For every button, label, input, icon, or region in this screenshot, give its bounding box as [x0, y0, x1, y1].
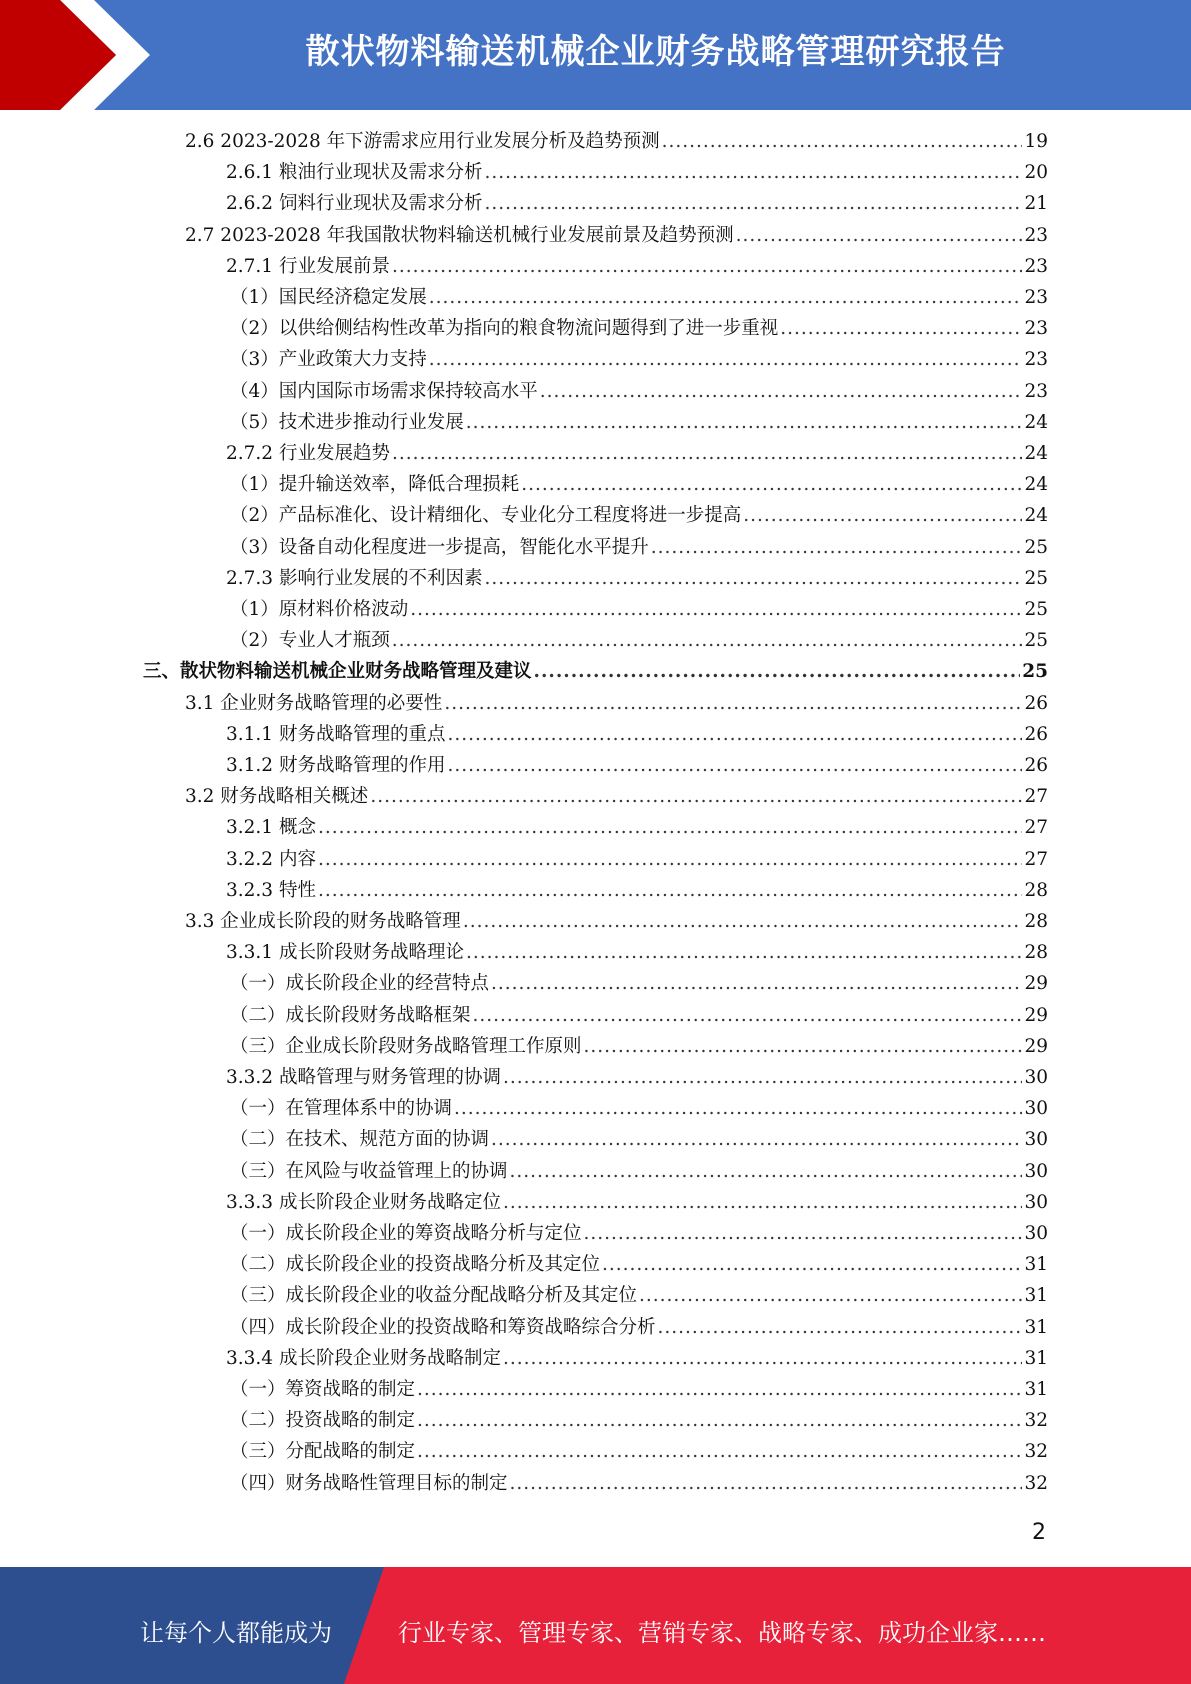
toc-entry[interactable] [230, 1032, 1048, 1063]
toc-entry-label: 2.7.3 影响行业发展的不利因素 [226, 567, 483, 589]
toc-leader-dots [447, 755, 1022, 776]
toc-entry[interactable] [230, 314, 1048, 345]
toc-leader-dots [651, 537, 1023, 558]
toc-leader-dots [662, 131, 1023, 152]
toc-entry-page: 28 [1024, 942, 1048, 964]
toc-entry[interactable] [230, 1281, 1048, 1312]
toc-leader-dots [318, 849, 1023, 870]
toc-entry[interactable] [143, 657, 1048, 688]
toc-entry-page: 25 [1024, 536, 1048, 558]
toc-entry[interactable] [230, 1437, 1048, 1468]
toc-entry-label: 3.2.1 概念 [226, 817, 316, 839]
toc-entry[interactable] [185, 221, 1048, 252]
toc-leader-dots [510, 1473, 1023, 1494]
toc-entry-label: （1）国民经济稳定发展 [230, 287, 427, 308]
toc-entry[interactable] [230, 1157, 1048, 1188]
toc-entry-label: （1）提升输送效率，降低合理损耗 [230, 474, 520, 496]
toc-entry-page: 30 [1024, 1098, 1048, 1120]
toc-leader-dots [392, 443, 1022, 464]
toc-leader-dots [534, 661, 1021, 682]
toc-entry[interactable] [226, 845, 1048, 876]
toc-entry-page: 31 [1024, 1254, 1048, 1276]
toc-leader-dots [417, 1410, 1022, 1431]
toc-entry[interactable] [185, 689, 1048, 720]
toc-entry-label: （一）成长阶段企业的经营特点 [230, 973, 490, 995]
toc-leader-dots [584, 1036, 1023, 1057]
toc-entry[interactable] [226, 439, 1048, 470]
toc-entry[interactable] [226, 1063, 1048, 1094]
toc-entry-page: 29 [1024, 973, 1048, 995]
toc-entry-label: 2.7 2023-2028 年我国散状物料输送机械行业发展前景及趋势预测 [185, 224, 734, 246]
toc-entry-page: 31 [1024, 1316, 1048, 1338]
toc-entry[interactable] [230, 1469, 1048, 1500]
toc-entry-label: （2）以供给侧结构性改革为指向的粮食物流问题得到了进一步重视 [230, 318, 779, 340]
toc-entry-label: （三）在风险与收益管理上的协调 [230, 1160, 508, 1182]
toc-leader-dots [484, 193, 1022, 214]
toc-entry-page: 24 [1024, 443, 1048, 464]
toc-entry-page: 21 [1024, 193, 1048, 215]
toc-entry-page: 32 [1024, 1441, 1048, 1463]
toc-entry-label: （2）产品标准化、设计精细化、专业化分工程度将进一步提高 [230, 505, 742, 527]
toc-entry[interactable] [230, 969, 1048, 1000]
toc-entry-label: （5）技术进步推动行业发展 [230, 411, 464, 433]
toc-entry-page: 25 [1024, 599, 1048, 620]
toc-entry-label: （2）专业人才瓶颈 [230, 630, 390, 652]
toc-entry-label: （三）企业成长阶段财务战略管理工作原则 [230, 1035, 582, 1057]
toc-entry[interactable] [226, 252, 1048, 283]
toc-entry-label: 3.3.2 战略管理与财务管理的协调 [226, 1067, 501, 1088]
toc-entry-label: 3.1 企业财务战略管理的必要性 [185, 692, 443, 714]
toc-entry-page: 23 [1024, 318, 1048, 340]
toc-entry[interactable] [185, 782, 1048, 813]
toc-entry[interactable] [230, 1001, 1048, 1032]
toc-entry-label: （二）投资战略的制定 [230, 1410, 416, 1432]
toc-entry[interactable] [185, 127, 1048, 158]
toc-entry-page: 26 [1024, 755, 1048, 776]
toc-entry-label: 3.2.3 特性 [226, 879, 316, 901]
toc-leader-dots [463, 911, 1023, 932]
toc-entry-page: 29 [1024, 1035, 1048, 1057]
toc-leader-dots [484, 162, 1022, 183]
toc-entry-page: 23 [1024, 224, 1048, 246]
toc-entry[interactable] [230, 501, 1048, 532]
toc-entry-page: 32 [1024, 1410, 1048, 1432]
toc-entry[interactable] [230, 408, 1048, 439]
toc-entry-label: 3.3.4 成长阶段企业财务战略制定 [226, 1347, 501, 1369]
toc-entry-label: 2.7.2 行业发展趋势 [226, 443, 390, 464]
toc-entry-page: 30 [1024, 1191, 1048, 1213]
toc-entry-page: 31 [1024, 1347, 1048, 1369]
toc-leader-dots [484, 568, 1022, 589]
toc-entry-page: 24 [1024, 505, 1048, 527]
toc-leader-dots [429, 349, 1023, 370]
toc-leader-dots [503, 1348, 1022, 1369]
toc-entry[interactable] [230, 1313, 1048, 1344]
toc-entry[interactable] [230, 377, 1048, 408]
toc-entry[interactable] [230, 1406, 1048, 1437]
toc-entry-label: 3.2.2 内容 [226, 848, 316, 870]
toc-leader-dots [503, 1192, 1022, 1213]
toc-entry-label: （四）成长阶段企业的投资战略和筹资战略综合分析 [230, 1316, 656, 1338]
toc-leader-dots [639, 1285, 1022, 1306]
toc-entry-label: 3.2 财务战略相关概述 [185, 786, 369, 808]
toc-entry[interactable] [230, 533, 1048, 564]
toc-entry-page: 25 [1024, 567, 1048, 589]
toc-entry[interactable] [226, 813, 1048, 844]
toc-entry-page: 25 [1024, 630, 1048, 652]
toc-entry-label: 2.6.2 饲料行业现状及需求分析 [226, 193, 483, 215]
header-banner [0, 0, 1191, 110]
toc-leader-dots [780, 318, 1022, 339]
toc-entry[interactable] [230, 345, 1048, 376]
toc-leader-dots [743, 505, 1022, 526]
toc-entry-label: 2.6.1 粮油行业现状及需求分析 [226, 162, 483, 184]
toc-leader-dots [370, 786, 1022, 807]
toc-entry[interactable] [226, 564, 1048, 595]
toc-entry-page: 27 [1024, 786, 1048, 808]
toc-leader-dots [429, 287, 1023, 308]
toc-entry-page: 31 [1024, 1285, 1048, 1307]
toc-entry-page: 24 [1024, 474, 1048, 496]
footer-banner [0, 1567, 1191, 1684]
toc-entry-label: 三、散状物料输送机械企业财务战略管理及建议 [143, 661, 532, 683]
toc-entry[interactable] [230, 626, 1048, 657]
toc-entry[interactable] [226, 720, 1048, 751]
toc-entry-label: 3.3.3 成长阶段企业财务战略定位 [226, 1191, 501, 1213]
toc-entry[interactable] [226, 751, 1048, 782]
toc-entry-page: 27 [1024, 817, 1048, 839]
toc-leader-dots [473, 1005, 1023, 1026]
toc-entry[interactable] [230, 1250, 1048, 1281]
toc-entry[interactable] [226, 876, 1048, 907]
toc-entry[interactable] [230, 1125, 1048, 1156]
footer-slogan-left: 让每个人都能成为 [140, 1619, 332, 1647]
toc-entry-page: 30 [1024, 1223, 1048, 1244]
toc-entry-page: 19 [1024, 131, 1048, 152]
report-title: 散状物料输送机械企业财务战略管理研究报告 [305, 32, 1006, 72]
toc-entry-label: （三）成长阶段企业的收益分配战略分析及其定位 [230, 1285, 638, 1307]
toc-leader-dots [318, 817, 1023, 838]
toc-entry-label: （3）设备自动化程度进一步提高，智能化水平提升 [230, 536, 649, 558]
toc-entry[interactable] [230, 595, 1048, 626]
toc-entry[interactable] [226, 938, 1048, 969]
toc-entry-page: 30 [1024, 1129, 1048, 1151]
toc-leader-dots [602, 1254, 1022, 1275]
toc-leader-dots [417, 1379, 1022, 1400]
toc-entry[interactable] [226, 158, 1048, 189]
toc-entry-page: 20 [1024, 162, 1048, 184]
toc-entry-label: （三）分配战略的制定 [230, 1441, 416, 1463]
toc-entry-label: （二）在技术、规范方面的协调 [230, 1129, 490, 1151]
toc-entry-page: 23 [1024, 255, 1048, 277]
toc-entry-label: （3）产业政策大力支持 [230, 349, 427, 371]
toc-entry-page: 23 [1024, 380, 1048, 402]
toc-entry-page: 23 [1024, 287, 1048, 308]
toc-entry-label: （二）成长阶段企业的投资战略分析及其定位 [230, 1254, 601, 1276]
footer-slogan-right: 行业专家、管理专家、营销专家、战略专家、成功企业家…… [398, 1619, 1046, 1647]
toc-entry-page: 23 [1024, 349, 1048, 371]
toc-entry-page: 32 [1024, 1472, 1048, 1494]
toc-leader-dots [658, 1317, 1023, 1338]
toc-entry-label: （1）原材料价格波动 [230, 599, 409, 620]
page-number: 2 [1032, 1520, 1046, 1545]
toc-entry-label: （一）在管理体系中的协调 [230, 1098, 453, 1120]
toc-leader-dots [510, 1161, 1023, 1182]
toc-entry-page: 30 [1024, 1067, 1048, 1088]
toc-entry-page: 31 [1024, 1379, 1048, 1400]
toc-entry[interactable] [226, 1188, 1048, 1219]
toc-entry[interactable] [230, 1094, 1048, 1125]
toc-leader-dots [392, 256, 1022, 277]
toc-entry-label: 3.3.1 成长阶段财务战略理论 [226, 942, 464, 964]
toc-entry-page: 29 [1024, 1004, 1048, 1026]
toc-entry-label: 3.3 企业成长阶段的财务战略管理 [185, 911, 461, 932]
toc-leader-dots [584, 1223, 1023, 1244]
toc-entry-label: （四）财务战略性管理目标的制定 [230, 1472, 508, 1494]
toc-entry[interactable] [230, 470, 1048, 501]
toc-leader-dots [466, 412, 1023, 433]
toc-leader-dots [491, 973, 1022, 994]
toc-entry-page: 25 [1022, 661, 1048, 683]
toc-entry-label: （一）成长阶段企业的筹资战略分析与定位 [230, 1223, 582, 1244]
toc-entry[interactable] [230, 1375, 1048, 1406]
toc-entry-page: 26 [1024, 723, 1048, 745]
toc-entry-page: 27 [1024, 848, 1048, 870]
toc-entry-label: （4）国内国际市场需求保持较高水平 [230, 380, 538, 402]
toc-entry-label: （一）筹资战略的制定 [230, 1379, 416, 1400]
toc-leader-dots [736, 225, 1023, 246]
toc-entry-page: 28 [1024, 879, 1048, 901]
toc-entry[interactable] [226, 1344, 1048, 1375]
toc-leader-dots [392, 630, 1023, 651]
toc-entry[interactable] [230, 1219, 1048, 1250]
toc-entry-page: 26 [1024, 692, 1048, 714]
toc-entry-page: 28 [1024, 911, 1048, 932]
toc-leader-dots [410, 599, 1022, 620]
toc-entry-label: 3.1.1 财务战略管理的重点 [226, 723, 446, 745]
toc-leader-dots [540, 381, 1023, 402]
toc-entry-label: 2.6 2023-2028 年下游需求应用行业发展分析及趋势预测 [185, 131, 660, 152]
toc-leader-dots [466, 942, 1022, 963]
toc-leader-dots [447, 724, 1022, 745]
toc-leader-dots [503, 1067, 1022, 1088]
toc-entry-page: 24 [1024, 411, 1048, 433]
toc-leader-dots [417, 1441, 1022, 1462]
toc-entry[interactable] [226, 189, 1048, 220]
toc-leader-dots [454, 1098, 1022, 1119]
toc-entry-label: （二）成长阶段财务战略框架 [230, 1004, 471, 1026]
toc-entry-page: 30 [1024, 1160, 1048, 1182]
toc-entry[interactable] [185, 907, 1048, 938]
toc-entry-label: 3.1.2 财务战略管理的作用 [226, 755, 446, 776]
toc-leader-dots [521, 474, 1022, 495]
toc-leader-dots [444, 693, 1022, 714]
toc-entry[interactable] [230, 283, 1048, 314]
toc-leader-dots [491, 1129, 1022, 1150]
toc-leader-dots [318, 880, 1023, 901]
toc-entry-label: 2.7.1 行业发展前景 [226, 255, 390, 277]
